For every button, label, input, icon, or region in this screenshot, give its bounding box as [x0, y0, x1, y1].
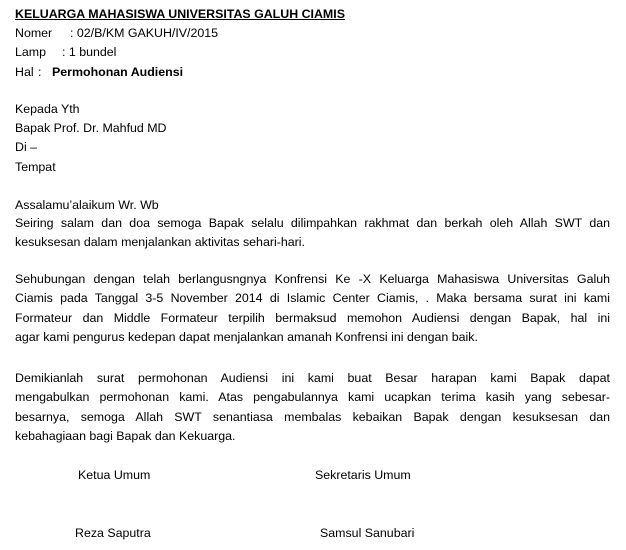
paragraph-2 [15, 270, 610, 347]
paragraph-1-line: Seiring salam dan doa semoga Bapak selalu dilimpahkan rakhmat dan berkah oleh Allah SWT dan [15, 216, 610, 230]
paragraph-2-line: Formateur dan Middle Formateur terpilih bermaksud memohon Audiensi dengan Bapak, hal ini [15, 310, 610, 325]
letterhead-title: KELUARGA MAHASISWA UNIVERSITAS GALUH CIAMIS [15, 7, 345, 21]
hal-line [15, 64, 183, 80]
paragraph-2-line: Sehubungan dengan telah berlangusngnya Konfrensi Ke -X Keluarga Mahasiswa Universitas Galuh [15, 272, 610, 286]
nomor-label: Nomer [15, 26, 53, 40]
paragraph-3 [15, 369, 610, 446]
paragraph-3-line: mengabulkan permohonan kami. Atas pengabulannya kami ucapkan terima kasih yang sebesar- [15, 390, 610, 405]
lamp-line [15, 44, 116, 60]
hal-separator: : [38, 65, 42, 79]
recipient-line-4: Tempat [15, 160, 56, 174]
paragraph-2-line: Ciamis pada Tanggal 3-5 November 2014 di Islamic Center Ciamis, . Maka bersama surat ini kami [15, 291, 610, 306]
recipient-line-2: Bapak Prof. Dr. Mahfud MD [15, 121, 167, 135]
nomor-line [15, 25, 218, 41]
greeting: Assalamu’alaikum Wr. Wb [15, 198, 159, 212]
nomor-value: : 02/B/KM GAKUH/IV/2015 [70, 26, 219, 40]
paragraph-1-line: kesuksesan dalam menjalankan aktivitas sehari-hari. [15, 235, 305, 250]
paragraph-3-line: Demikianlah surat permohonan Audiensi ini kami buat Besar harapan kami Bapak dapat [15, 371, 610, 385]
lamp-value: : 1 bundel [62, 45, 117, 59]
paragraph-2-line: agar kami pengurus kedepan dapat menjalankan amanah Konfrensi ini dengan baik. [15, 329, 478, 344]
hal-label: Hal [15, 65, 34, 79]
recipient-line-1: Kepada Yth [15, 102, 80, 116]
paragraph-3-line: kebahagiaan bagi Bapak dan Kekuarga. [15, 428, 236, 443]
hal-value: Permohonan Audiensi [52, 65, 184, 79]
signature-right-name: Samsul Sanubari [320, 526, 415, 540]
paragraph-1 [15, 214, 610, 253]
signature-right-role: Sekretaris Umum [315, 468, 411, 482]
recipient-line-3: Di – [15, 140, 38, 154]
paragraph-3-line: besarnya, semoga Allah SWT senantiasa membalas kebaikan Bapak dengan kesuksesan dan [15, 409, 610, 424]
signature-left-role: Ketua Umum [78, 468, 151, 482]
lamp-label: Lamp [15, 45, 46, 59]
signature-left-name: Reza Saputra [75, 526, 151, 540]
